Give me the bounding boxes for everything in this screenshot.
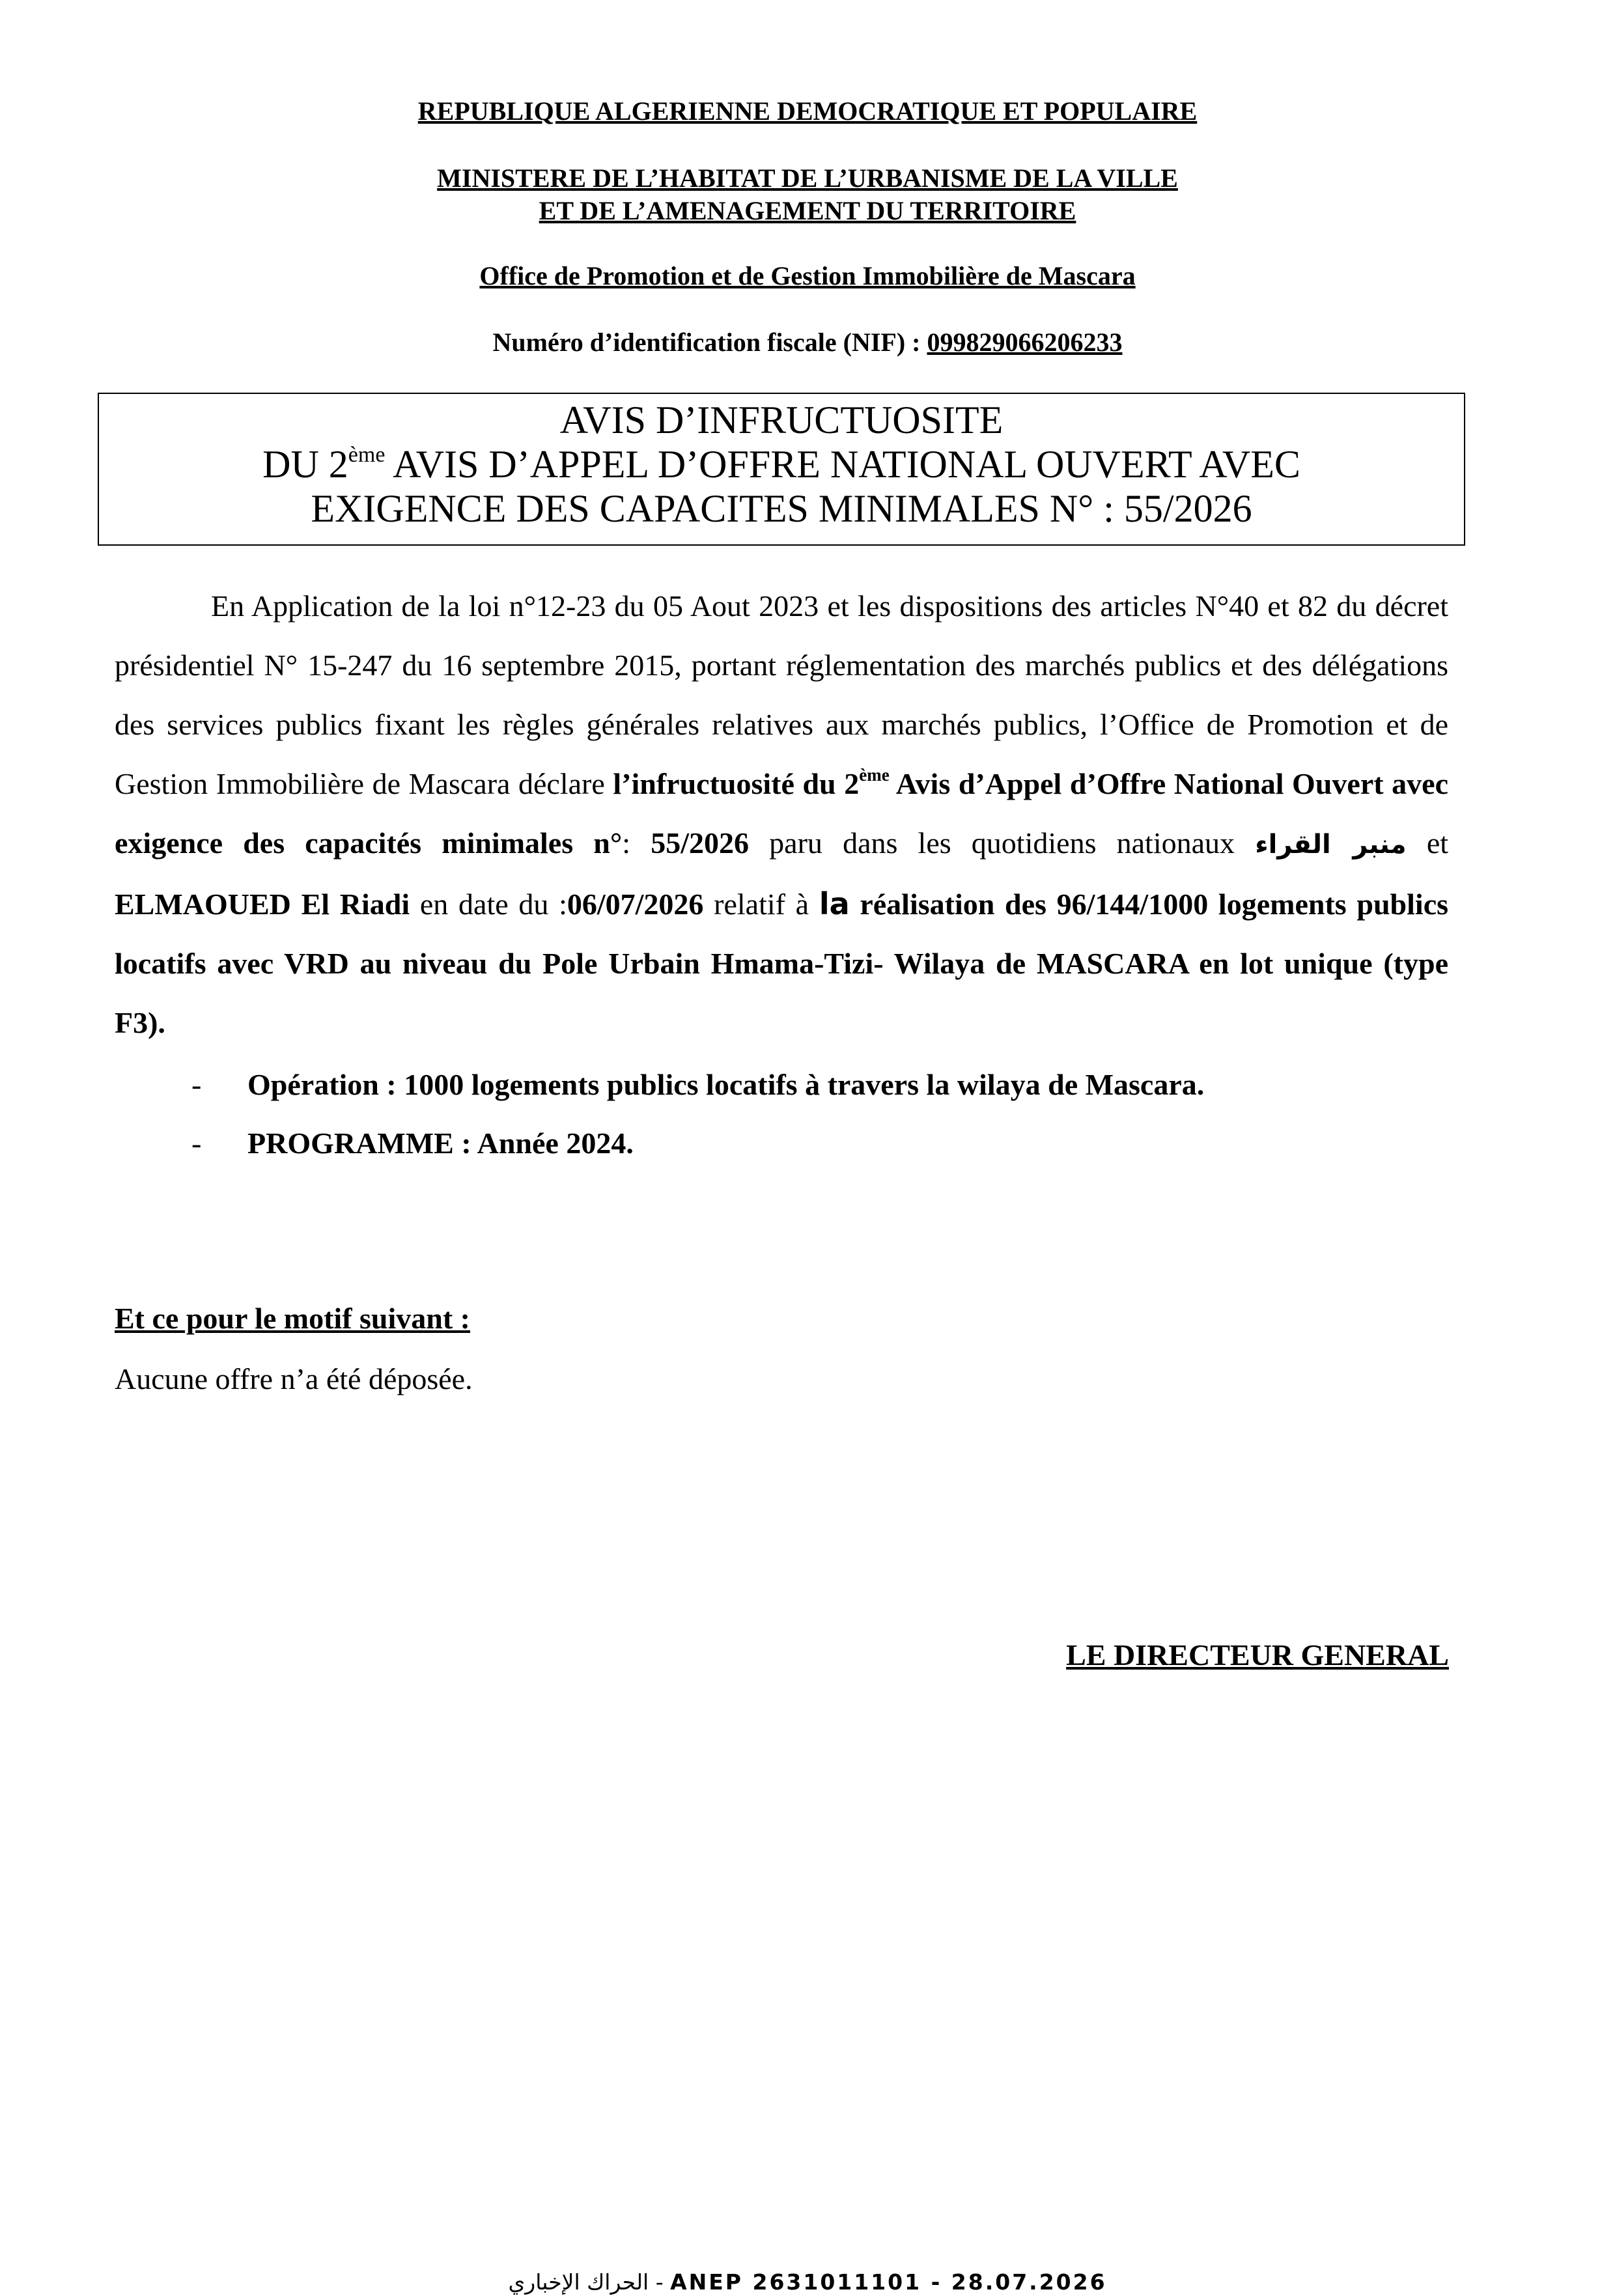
title-line1: AVIS D’INFRUCTUOSITE bbox=[559, 399, 1004, 441]
nif-number: 099829066206233 bbox=[927, 328, 1123, 357]
newspaper-name-arabic: منبر القراء bbox=[1255, 830, 1407, 860]
body-text-c: Avis d’Appel d’Offre National Ouvert avec exigence des capacités minimales n° bbox=[115, 767, 1448, 860]
nif-label: Numéro d’identification fiscale (NIF) : bbox=[492, 328, 927, 357]
footer-separator: - bbox=[649, 2269, 671, 2295]
bullet-text: PROGRAMME : Année 2024. bbox=[247, 1127, 634, 1160]
title-line2-pre: DU 2 bbox=[262, 443, 348, 486]
bullet-dash: - bbox=[191, 1127, 202, 1160]
body-text-d: : bbox=[622, 826, 651, 860]
notice-body bbox=[115, 576, 1448, 1052]
body-text-b-main: l’infructuosité du 2 bbox=[613, 767, 860, 800]
notice-title-box bbox=[98, 393, 1465, 546]
title-line3: EXIGENCE DES CAPACITES MINIMALES N° : 55/2026 bbox=[311, 487, 1252, 530]
body-text-l: la bbox=[819, 886, 850, 921]
signature-title: LE DIRECTEUR GENERAL bbox=[1066, 1638, 1449, 1672]
newspaper-name-latin: ELMAOUED El Riadi bbox=[115, 888, 410, 921]
body-text-a: En Application de la loi n°12-23 du 05 Aout 2023 et les dispositions des articles N°40 et 82 du décret présidentiel N° 15-247 du 16 septembre 2015, portant réglementation des marchés publics et des délégations des services publics fixant les règles générales relatives aux marchés publics, l’Office de Promotion et de Gestion Immobilière de Mascara déclare bbox=[115, 589, 1448, 800]
bullet-text: Opération : 1000 logements publics locatifs à travers la wilaya de Mascara. bbox=[247, 1068, 1205, 1101]
title-line2-sup: ème bbox=[348, 443, 386, 467]
body-paragraph bbox=[115, 576, 1448, 1052]
title-line2 bbox=[99, 442, 1464, 486]
footer-arabic: الحراك الإخباري bbox=[508, 2269, 649, 2295]
body-text-k: relatif à bbox=[703, 888, 819, 921]
footer-reference bbox=[0, 2269, 1615, 2296]
title-line2-post: AVIS D’APPEL D’OFFRE NATIONAL OUVERT AVEC bbox=[385, 443, 1300, 486]
body-text-sup: ème bbox=[859, 765, 890, 785]
body-text-project: réalisation des 96/144/1000 logements publics locatifs avec VRD au niveau du Pole Urbain Hmama-Tizi- Wilaya de MASCARA en lot unique (type F3). bbox=[115, 888, 1449, 1039]
footer-code: ANEP 2631011101 - 28.07.2026 bbox=[670, 2269, 1107, 2295]
body-text-g: et bbox=[1406, 826, 1449, 860]
bullet-dash: - bbox=[191, 1068, 202, 1101]
ministry-heading-line2: ET DE L’AMENAGEMENT DU TERRITOIRE bbox=[539, 196, 1076, 225]
republic-heading: REPUBLIQUE ALGERIENNE DEMOCRATIQUE ET POPULAIRE bbox=[417, 96, 1198, 126]
body-text-f: paru dans les quotidiens nationaux bbox=[749, 826, 1256, 860]
motif-text: Aucune offre n’a été déposée. bbox=[115, 1362, 473, 1395]
nif-line bbox=[0, 326, 1615, 359]
body-text-i: en date du : bbox=[410, 888, 567, 921]
publication-date: 06/07/2026 bbox=[567, 888, 704, 921]
office-heading: Office de Promotion et de Gestion Immobilière de Mascara bbox=[479, 261, 1136, 290]
ministry-heading-line1: MINISTERE DE L’HABITAT DE L’URBANISME DE LA VILLE bbox=[437, 163, 1178, 193]
motif-heading: Et ce pour le motif suivant : bbox=[115, 1302, 471, 1335]
body-text-notice-number: 55/2026 bbox=[651, 826, 750, 860]
